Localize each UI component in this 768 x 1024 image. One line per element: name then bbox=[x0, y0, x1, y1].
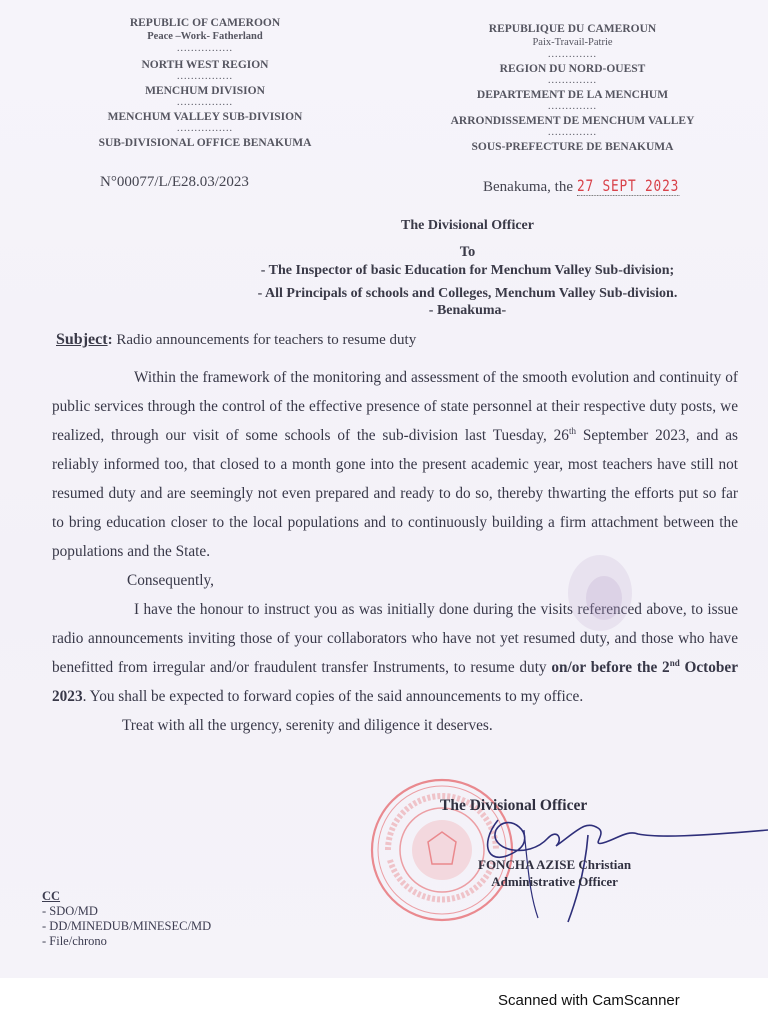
body-text: Within the framework of the monitoring and assessment of the smooth evolution and continuity of public services through the control of the effective presence of state personnel at their respective duty posts, we realized, through our visit of some schools of the sub-division last Tuesday, 26 bbox=[52, 369, 738, 444]
separator-dots: .............. bbox=[548, 101, 597, 112]
separator-dots: .............. bbox=[548, 75, 597, 86]
subject-text: Radio announcements for teachers to resume duty bbox=[116, 332, 417, 348]
subdivision-fr: ARRONDISSEMENT DE MENCHUM VALLEY bbox=[450, 115, 695, 127]
scanner-watermark: Scanned with CamScanner bbox=[498, 992, 680, 1009]
deadline-text: October 2023 bbox=[52, 659, 739, 705]
header-right bbox=[420, 22, 725, 154]
office-fr: SOUS-PREFECTURE DE BENAKUMA bbox=[471, 141, 674, 153]
recipient-line: - All Principals of schools and Colleges, Menchum Valley Sub-division. bbox=[257, 286, 678, 301]
ordinal-suffix: nd bbox=[669, 657, 680, 668]
separator-dots: ................ bbox=[177, 43, 233, 54]
country-name-en: REPUBLIC OF CAMEROON bbox=[129, 17, 281, 29]
ink-smudge-icon bbox=[560, 548, 640, 638]
date-stamp: 27 SEPT 2023 bbox=[576, 176, 679, 195]
cc-item: - DD/MINEDUB/MINESEC/MD bbox=[42, 919, 212, 933]
body-paragraph-4: Treat with all the urgency, serenity and diligence it deserves. bbox=[122, 717, 493, 734]
to-label: To bbox=[459, 244, 476, 260]
cc-heading: CC bbox=[42, 889, 61, 903]
subject-line: Subject: Radio announcements for teachers to resume duty bbox=[56, 331, 417, 348]
body-paragraph-2: Consequently, bbox=[127, 572, 214, 589]
separator-dots: ................ bbox=[177, 71, 233, 82]
separator-dots: ................ bbox=[177, 123, 233, 134]
cc-item: - File/chrono bbox=[42, 934, 107, 948]
body-text: . You shall be expected to forward copies of the said announcements to my office. bbox=[82, 688, 584, 705]
body-text: September 2023, and as reliably informed too, that closed to a month gone into the present academic year, most teachers have still not resumed duty and are seemingly not even prepared and ready to do so, thereby thwarting the efforts put so far to bring education closer to the local populations and to continuously building a firm attachment between the populations and the State. bbox=[52, 427, 738, 560]
region-en: NORTH WEST REGION bbox=[141, 59, 269, 71]
recipient-line: - Benakuma- bbox=[428, 303, 507, 318]
cc-item: - SDO/MD bbox=[42, 904, 98, 918]
separator-dots: ................ bbox=[177, 97, 233, 108]
sender-title: The Divisional Officer bbox=[401, 218, 534, 233]
office-en: SUB-DIVISIONAL OFFICE BENAKUMA bbox=[98, 137, 312, 149]
signatory-name: FONCHA AZISE Christian bbox=[478, 857, 632, 872]
signature-title: The Divisional Officer bbox=[440, 797, 588, 814]
separator-dots: .............. bbox=[548, 49, 597, 60]
country-name-fr: REPUBLIQUE DU CAMEROUN bbox=[488, 23, 657, 35]
ordinal-suffix: th bbox=[568, 425, 576, 436]
signatory-role: Administrative Officer bbox=[491, 874, 618, 889]
motto-en: Peace –Work- Fatherland bbox=[147, 31, 263, 42]
reference-number: N°00077/L/E28.03/2023 bbox=[100, 174, 249, 190]
subdivision-en: MENCHUM VALLEY SUB-DIVISION bbox=[107, 111, 303, 123]
header-left bbox=[55, 16, 355, 150]
cc-list bbox=[42, 889, 211, 949]
separator-dots: .............. bbox=[548, 127, 597, 138]
body-text: I have the honour to instruct you as was initially done during the visits referenced above, to issue radio announcements inviting those of your collaborators who have not yet resumed duty, and those who have benefitted from irregular and/or fraudulent transfer Instruments, to resume duty bbox=[52, 601, 738, 676]
division-en: MENCHUM DIVISION bbox=[145, 85, 265, 97]
deadline-text: on/or before the 2 bbox=[551, 659, 670, 676]
motto-fr: Paix-Travail-Patrie bbox=[532, 37, 613, 48]
signatory-block bbox=[478, 856, 631, 890]
place-date bbox=[483, 176, 704, 196]
place-date-prefix: Benakuma, the bbox=[483, 179, 573, 195]
body-paragraph-1 bbox=[52, 363, 738, 566]
region-fr: REGION DU NORD-OUEST bbox=[499, 63, 646, 75]
division-fr: DEPARTEMENT DE LA MENCHUM bbox=[476, 89, 669, 101]
subject-label: Subject bbox=[56, 331, 108, 348]
recipient-line: - The Inspector of basic Education for Menchum Valley Sub-division; bbox=[260, 263, 675, 278]
